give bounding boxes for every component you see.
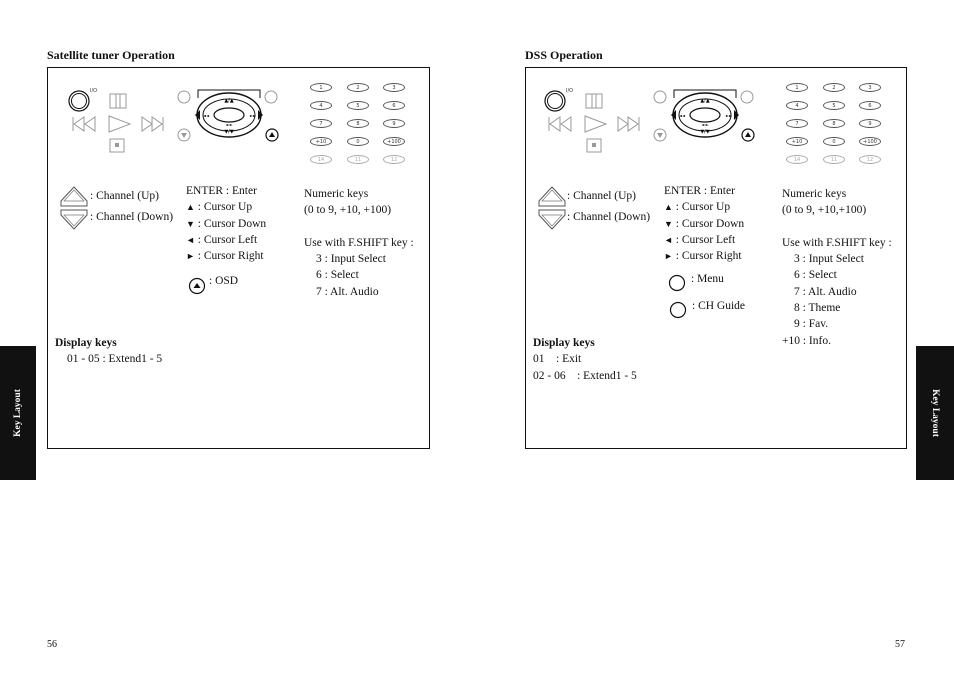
power-button-icon xyxy=(545,88,573,111)
left-cursor-left: ◄ : Cursor Left xyxy=(186,233,258,246)
nav-center-label: ◄ ► xyxy=(225,122,233,127)
key-plus10: +10 xyxy=(310,137,332,146)
left-section-title: Satellite tuner Operation xyxy=(47,48,175,62)
left-display-section xyxy=(55,335,162,368)
left-cursor-right: ► : Cursor Right xyxy=(186,250,264,263)
pause-button-icon xyxy=(586,94,602,108)
left-channel-down-label: : Channel (Down) xyxy=(90,211,174,223)
left-arrow-icon: ◄ xyxy=(186,234,195,245)
right-cursor-right: ► : Cursor Right xyxy=(664,250,742,263)
key-plus100: +100 xyxy=(383,137,405,146)
right-shift-item: +10 : Info. xyxy=(782,334,831,347)
left-shift-item: 3 : Input Select xyxy=(316,253,386,266)
key-1: 1 xyxy=(786,83,808,92)
key-plus10: +10 xyxy=(786,137,808,146)
rewind-button-icon xyxy=(549,117,571,131)
key-6: 6 xyxy=(383,101,405,110)
fast-forward-button-icon xyxy=(142,117,163,131)
navigation-cluster-icon xyxy=(178,90,278,141)
power-label: I/O xyxy=(90,88,98,94)
key-5: 5 xyxy=(347,101,369,110)
left-channel-up-label: : Channel (Up) xyxy=(90,190,159,202)
key-7: 7 xyxy=(310,119,332,128)
nav-left-label: ◄◄ xyxy=(202,113,210,118)
right-channel-up-label: : Channel (Up) xyxy=(567,190,636,202)
key-11: 11 xyxy=(347,155,369,164)
key-3: 3 xyxy=(383,83,405,92)
left-display-item: 01 - 05 : Extend1 - 5 xyxy=(67,353,163,366)
ch-guide-button-icon xyxy=(669,301,687,319)
stop-button-icon xyxy=(110,139,124,152)
left-side-tab xyxy=(0,346,36,480)
key-2: 2 xyxy=(823,83,845,92)
nav-up-label: ▲/▲ xyxy=(224,98,234,104)
key-3: 3 xyxy=(859,83,881,92)
right-side-tab xyxy=(916,346,954,480)
left-page-number: 56 xyxy=(47,639,57,650)
right-display-title: Display keys xyxy=(533,337,595,349)
play-button-icon xyxy=(109,116,130,132)
right-cursor-down: ▼ : Cursor Down xyxy=(664,217,745,230)
key-1: 1 xyxy=(310,83,332,92)
left-cursor-list xyxy=(186,183,266,264)
key-12: 12 xyxy=(383,155,405,164)
right-side-tab-label: Key Layout xyxy=(930,389,940,437)
left-osd-label: : OSD xyxy=(209,275,239,287)
left-numeric-keypad xyxy=(310,83,406,165)
right-shift-item: 8 : Theme xyxy=(794,302,841,315)
key-14: 14 xyxy=(786,155,808,164)
left-numeric-title: Numeric keys xyxy=(304,188,369,200)
right-numeric-range: (0 to 9, +10,+100) xyxy=(782,204,867,217)
left-numeric-range: (0 to 9, +10, +100) xyxy=(304,204,392,217)
right-arrow-icon: ► xyxy=(664,251,673,262)
key-plus100: +100 xyxy=(859,137,881,146)
left-side-tab-label: Key Layout xyxy=(13,389,23,437)
right-cursor-left: ◄ : Cursor Left xyxy=(664,233,736,246)
right-menu-label: : Menu xyxy=(691,273,724,285)
nav-right-label: ►► xyxy=(249,113,257,118)
key-4: 4 xyxy=(310,101,332,110)
right-shift-item: 7 : Alt. Audio xyxy=(794,285,857,298)
key-9: 9 xyxy=(383,119,405,128)
key-8: 8 xyxy=(823,119,845,128)
left-cursor-up: ▲ : Cursor Up xyxy=(186,201,253,214)
right-cursor-list xyxy=(664,183,744,264)
right-numeric-section xyxy=(782,186,892,349)
right-channel-keys-icon xyxy=(537,186,567,230)
menu-button-icon xyxy=(668,274,686,292)
navigation-cluster-icon xyxy=(654,90,754,141)
nav-left-label: ◄◄ xyxy=(678,113,686,118)
fast-forward-button-icon xyxy=(618,117,639,131)
right-numeric-keypad xyxy=(786,83,882,165)
left-channel-keys-icon xyxy=(59,186,89,230)
key-12: 12 xyxy=(859,155,881,164)
down-arrow-icon: ▼ xyxy=(664,218,673,229)
right-cursor-enter: ENTER : Enter xyxy=(664,185,735,197)
nav-right-label: ►► xyxy=(725,113,733,118)
key-7: 7 xyxy=(786,119,808,128)
key-0: 0 xyxy=(347,137,369,146)
up-arrow-icon: ▲ xyxy=(186,202,195,213)
nav-down-label: ▼/▼ xyxy=(700,129,710,135)
right-section-title: DSS Operation xyxy=(525,48,603,62)
power-button-icon xyxy=(69,88,97,111)
right-numeric-title: Numeric keys xyxy=(782,188,847,200)
right-shift-title: Use with F.SHIFT key : xyxy=(782,236,892,249)
power-label: I/O xyxy=(566,88,574,94)
left-cursor-down: ▼ : Cursor Down xyxy=(186,217,267,230)
key-5: 5 xyxy=(823,101,845,110)
right-shift-item: 9 : Fav. xyxy=(794,318,829,331)
pause-button-icon xyxy=(110,94,126,108)
right-ch-guide-label: : CH Guide xyxy=(692,300,746,312)
left-numeric-section xyxy=(304,186,414,300)
left-display-title: Display keys xyxy=(55,337,117,349)
rewind-button-icon xyxy=(73,117,95,131)
right-display-item: 02 - 06 : Extend1 - 5 xyxy=(533,369,637,382)
right-cursor-up: ▲ : Cursor Up xyxy=(664,201,731,214)
left-arrow-icon: ◄ xyxy=(664,234,673,245)
right-arrow-icon: ► xyxy=(186,251,195,262)
key-6: 6 xyxy=(859,101,881,110)
osd-button-icon xyxy=(188,277,206,295)
right-page-number: 57 xyxy=(895,639,905,650)
play-button-icon xyxy=(585,116,606,132)
key-0: 0 xyxy=(823,137,845,146)
right-display-section xyxy=(533,335,637,384)
right-shift-item: 6 : Select xyxy=(794,269,837,282)
key-4: 4 xyxy=(786,101,808,110)
stop-button-icon xyxy=(587,139,601,152)
left-cursor-enter: ENTER : Enter xyxy=(186,185,257,197)
key-9: 9 xyxy=(859,119,881,128)
down-arrow-icon: ▼ xyxy=(186,218,195,229)
left-shift-item: 6 : Select xyxy=(316,269,359,282)
up-arrow-icon: ▲ xyxy=(664,202,673,213)
nav-center-label: ◄ ► xyxy=(701,122,709,127)
nav-down-label: ▼/▼ xyxy=(224,129,234,135)
key-11: 11 xyxy=(823,155,845,164)
key-8: 8 xyxy=(347,119,369,128)
right-shift-item: 3 : Input Select xyxy=(794,253,864,266)
left-shift-title: Use with F.SHIFT key : xyxy=(304,236,414,249)
right-channel-down-label: : Channel (Down) xyxy=(567,211,651,223)
left-shift-item: 7 : Alt. Audio xyxy=(316,285,379,298)
key-2: 2 xyxy=(347,83,369,92)
key-14: 14 xyxy=(310,155,332,164)
nav-up-label: ▲/▲ xyxy=(700,98,710,104)
right-display-item: 01 : Exit xyxy=(533,353,582,366)
